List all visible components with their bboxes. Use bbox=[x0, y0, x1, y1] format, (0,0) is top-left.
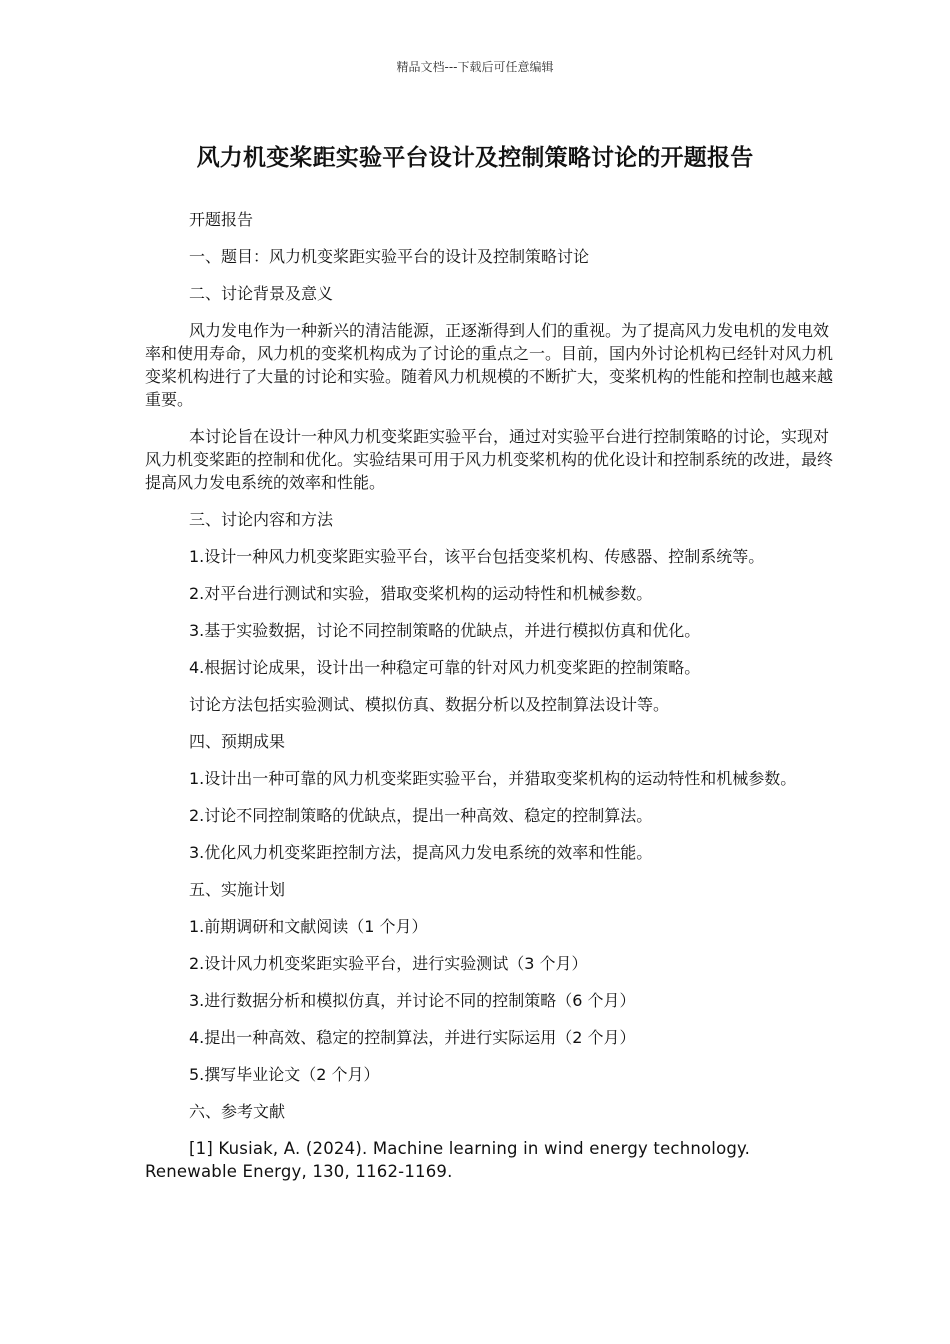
header-note: 精品文档---下载后可任意编辑 bbox=[396, 60, 554, 74]
heading-references: 六、参考文献 bbox=[189, 1102, 286, 1121]
plan-item-2: 2.设计风力机变桨距实验平台，进行实验测试（3 个月） bbox=[189, 954, 588, 973]
plan-item-5: 5.撰写毕业论文（2 个月） bbox=[189, 1065, 380, 1084]
content-item-4: 4.根据讨论成果，设计出一种稳定可靠的针对风力机变桨距的控制策略。 bbox=[189, 658, 701, 677]
content-item-2: 2.对平台进行测试和实验，猎取变桨机构的运动特性和机械参数。 bbox=[189, 584, 653, 603]
reference-item-1: [1] Kusiak, A. (2024). Machine learning in wind energy technology. Renewable Energy, 130, 1162-1169. bbox=[145, 1139, 751, 1181]
content-item-1: 1.设计一种风力机变桨距实验平台，该平台包括变桨机构、传感器、控制系统等。 bbox=[189, 547, 765, 566]
paragraph-report-label: 开题报告 bbox=[189, 210, 254, 229]
content-item-3: 3.基于实验数据，讨论不同控制策略的优缺点，并进行模拟仿真和优化。 bbox=[189, 621, 701, 640]
plan-item-4: 4.提出一种高效、稳定的控制算法，并进行实际运用（2 个月） bbox=[189, 1028, 636, 1047]
document-body bbox=[145, 208, 835, 1197]
heading-content-method: 三、讨论内容和方法 bbox=[189, 510, 334, 529]
heading-expected-results: 四、预期成果 bbox=[189, 732, 286, 751]
paragraph-background: 风力发电作为一种新兴的清洁能源，正逐渐得到人们的重视。为了提高风力发电机的发电效率和使用寿命，风力机的变桨机构成为了讨论的重点之一。目前，国内外讨论机构已经针对风力机变桨机构进行了大量的讨论和实验。随着风力机规模的不断扩大，变桨机构的性能和控制也越来越重要。 bbox=[145, 321, 834, 409]
document-title: 风力机变桨距实验平台设计及控制策略讨论的开题报告 bbox=[196, 145, 754, 171]
plan-item-3: 3.进行数据分析和模拟仿真，并讨论不同的控制策略（6 个月） bbox=[189, 991, 636, 1010]
result-item-3: 3.优化风力机变桨距控制方法，提高风力发电系统的效率和性能。 bbox=[189, 843, 653, 862]
result-item-2: 2.讨论不同控制策略的优缺点，提出一种高效、稳定的控制算法。 bbox=[189, 806, 653, 825]
result-item-1: 1.设计出一种可靠的风力机变桨距实验平台，并猎取变桨机构的运动特性和机械参数。 bbox=[189, 769, 797, 788]
heading-plan: 五、实施计划 bbox=[189, 880, 286, 899]
paragraph-purpose: 本讨论旨在设计一种风力机变桨距实验平台，通过对实验平台进行控制策略的讨论，实现对风力机变桨距的控制和优化。实验结果可用于风力机变桨机构的优化设计和控制系统的改进，最终提高风力发电系统的效率和性能。 bbox=[145, 427, 834, 492]
heading-background: 二、讨论背景及意义 bbox=[189, 284, 334, 303]
plan-item-1: 1.前期调研和文献阅读（1 个月） bbox=[189, 917, 428, 936]
paragraph-methods: 讨论方法包括实验测试、模拟仿真、数据分析以及控制算法设计等。 bbox=[189, 695, 670, 714]
paragraph-topic: 一、题目：风力机变桨距实验平台的设计及控制策略讨论 bbox=[189, 247, 590, 266]
